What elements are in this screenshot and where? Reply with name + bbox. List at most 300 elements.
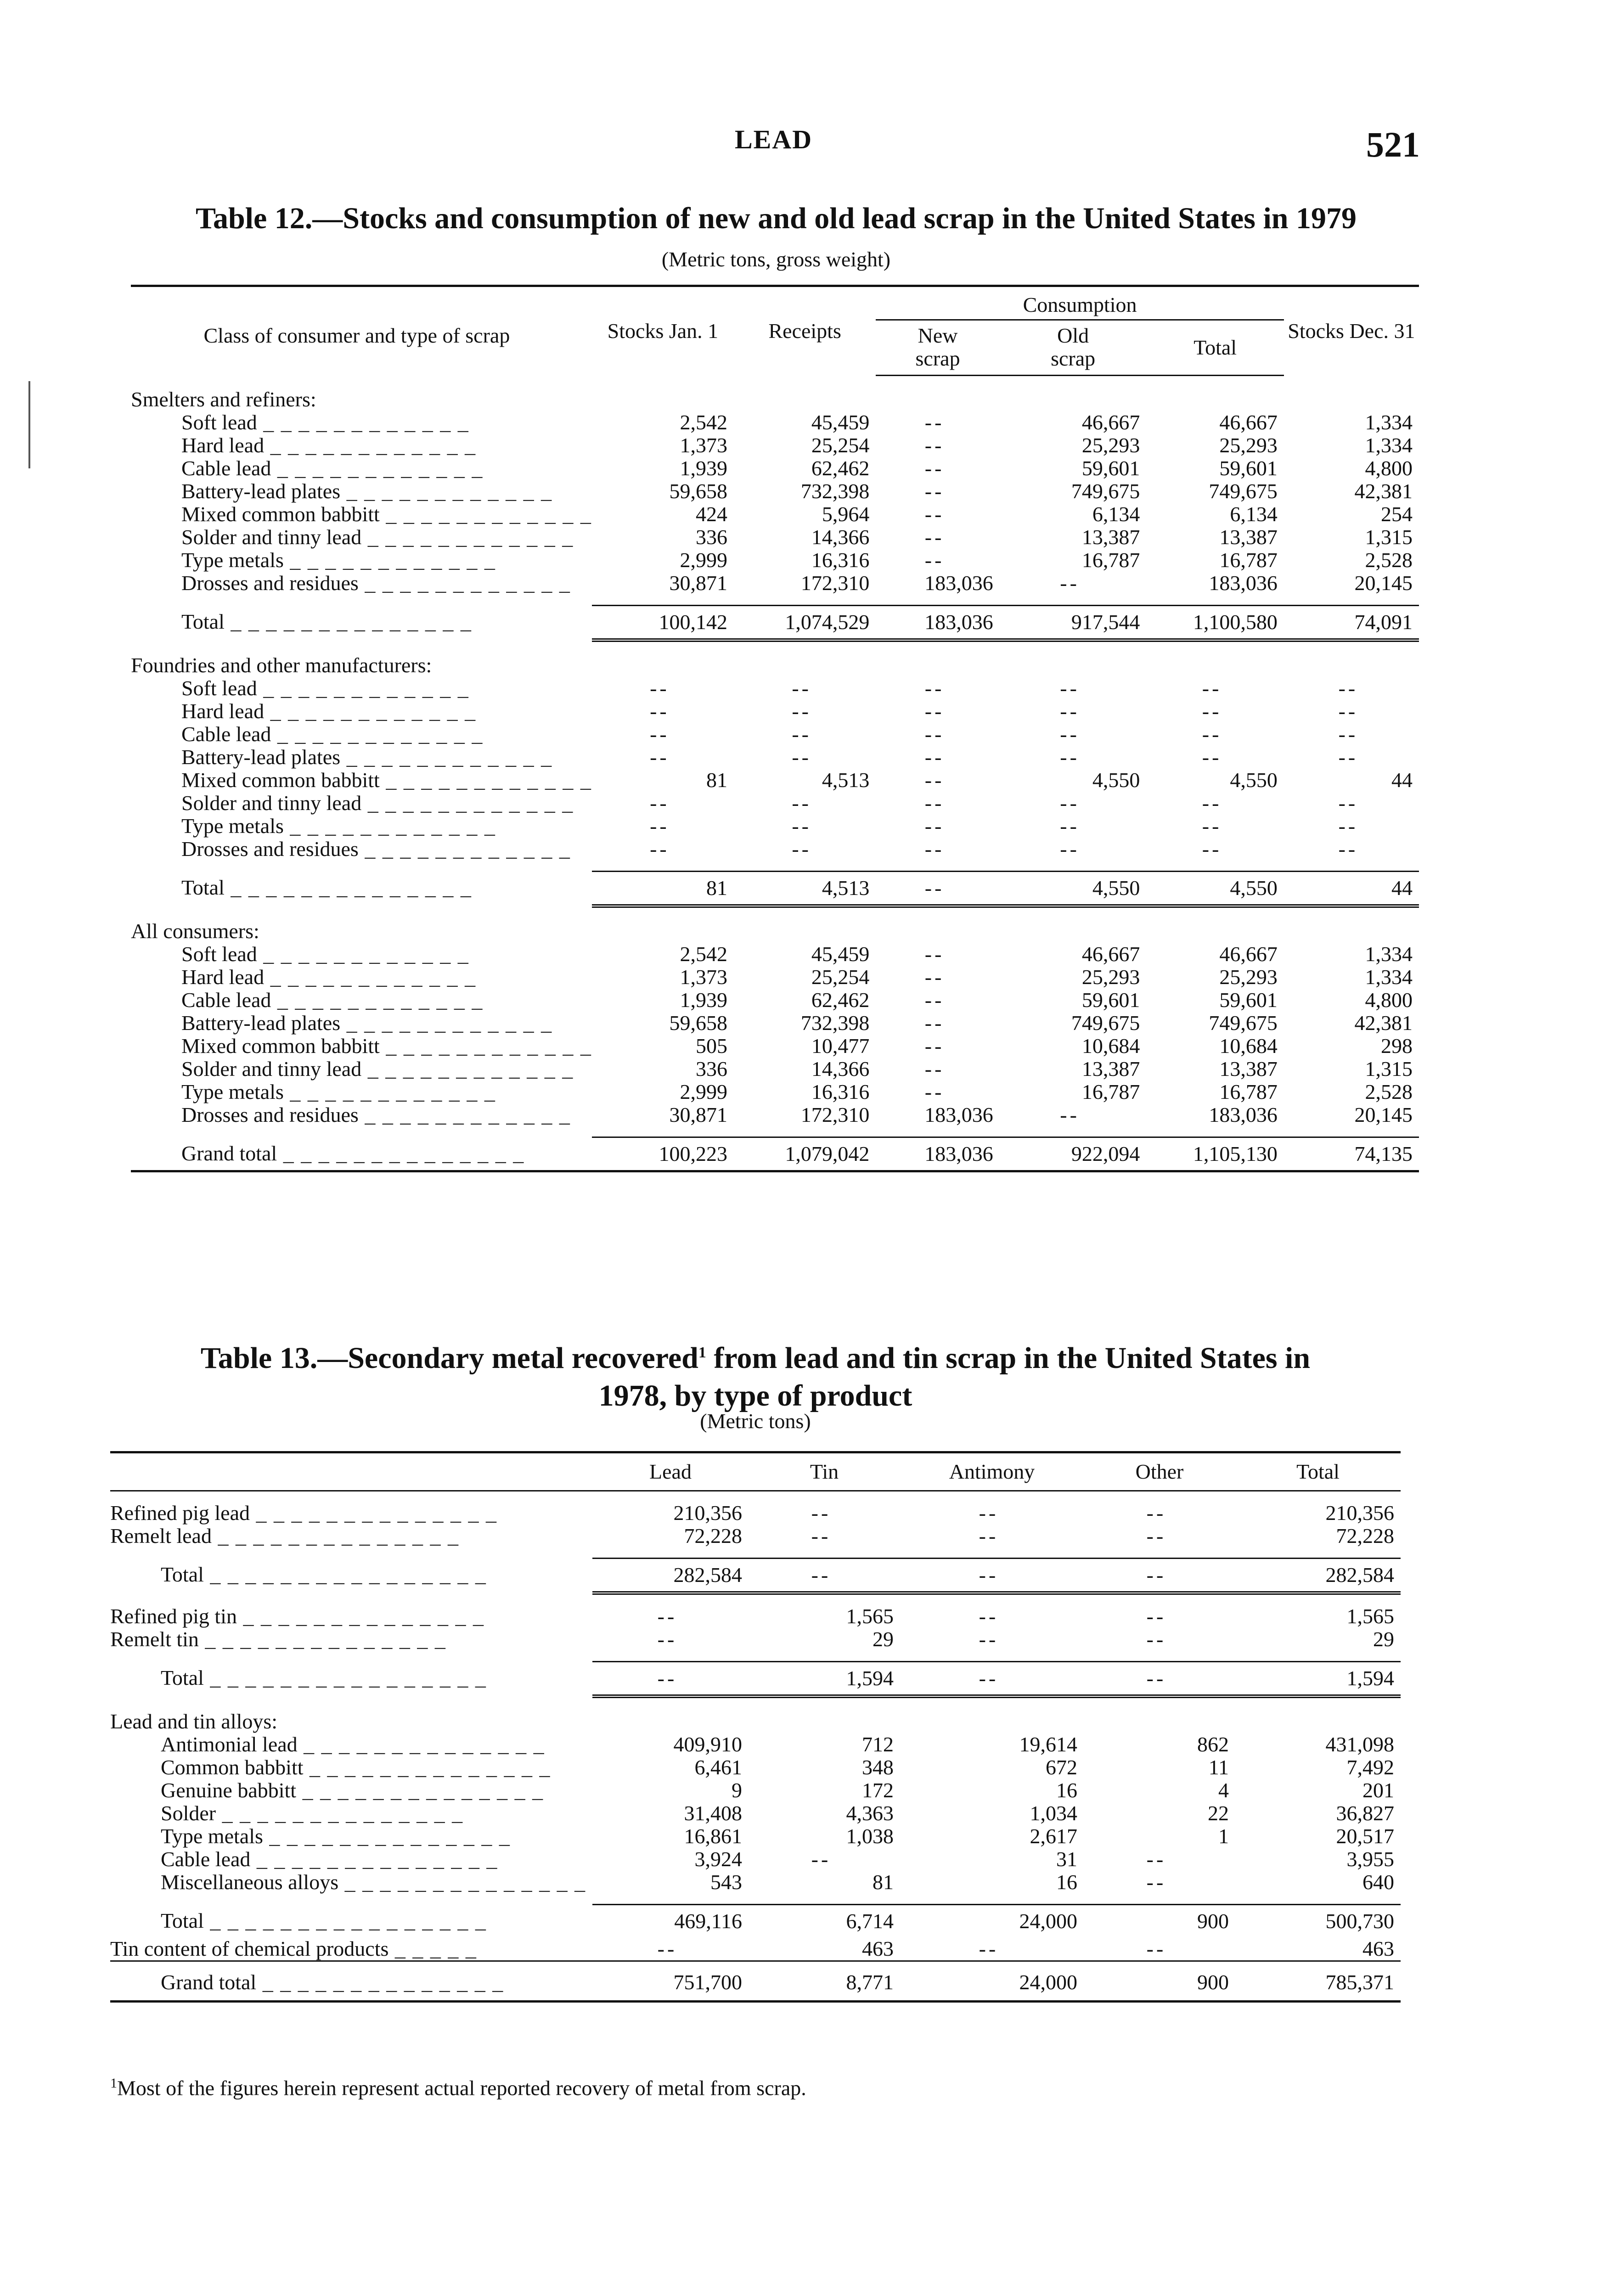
spacer bbox=[1235, 1548, 1401, 1559]
cell-value: 46,667 bbox=[1219, 411, 1278, 434]
footnote bbox=[110, 2076, 806, 2100]
cell-value: 463 bbox=[1362, 1937, 1394, 1960]
rule bbox=[1000, 1171, 1147, 1173]
cell-value: 20,145 bbox=[1354, 1103, 1413, 1126]
cell-value: -- bbox=[1202, 676, 1222, 700]
cell-value: 1,105,130 bbox=[1146, 1137, 1283, 1171]
spacer-row bbox=[110, 1548, 1401, 1559]
row-label: Total _ _ _ _ _ _ _ _ _ _ _ _ _ _ _ _ bbox=[161, 1562, 487, 1586]
cell-value: -- bbox=[792, 837, 811, 861]
table-row bbox=[131, 723, 1419, 746]
cell-value: 1,334 bbox=[1365, 411, 1413, 434]
cell-value: 282,584 bbox=[1235, 1559, 1401, 1593]
table-row bbox=[110, 1756, 1401, 1779]
table12-subtitle: (Metric tons, gross weight) bbox=[661, 248, 891, 271]
cell-value: 900 bbox=[1084, 1905, 1235, 1938]
cell-value: 4,800 bbox=[1365, 456, 1413, 480]
row-label: Drosses and residues _ _ _ _ _ _ _ _ _ _ _ _ bbox=[181, 1103, 571, 1126]
cell-value: 4,550 bbox=[1230, 768, 1278, 792]
spacer bbox=[592, 1548, 749, 1559]
cell-value: -- bbox=[924, 1011, 945, 1035]
cell-value: 74,091 bbox=[1284, 606, 1419, 641]
cell-value: -- bbox=[900, 1559, 1084, 1593]
cell-value: 16 bbox=[1056, 1870, 1077, 1894]
row-label: Antimonial lead _ _ _ _ _ _ _ _ _ _ _ _ _ _ bbox=[161, 1733, 545, 1756]
cell-value: -- bbox=[1338, 791, 1358, 815]
cell-value: 16,787 bbox=[1081, 1080, 1140, 1103]
cell-value: -- bbox=[1338, 699, 1358, 723]
cell-value: 183,036 bbox=[924, 571, 993, 595]
spacer bbox=[592, 1126, 734, 1137]
table13-title-line2: 1978, by type of product bbox=[598, 1379, 912, 1412]
cell-value: 672 bbox=[1046, 1756, 1077, 1779]
cell-value: -- bbox=[749, 1559, 900, 1593]
cell-value: 72,228 bbox=[1336, 1524, 1394, 1548]
spacer bbox=[1235, 1595, 1401, 1605]
cell-value: 732,398 bbox=[800, 1011, 870, 1035]
cell-value: -- bbox=[924, 502, 945, 526]
cell-value: 45,459 bbox=[811, 942, 870, 966]
group-heading: Smelters and refiners: bbox=[131, 388, 316, 411]
spacer bbox=[110, 1595, 592, 1605]
row-label: Type metals _ _ _ _ _ _ _ _ _ _ _ _ bbox=[181, 549, 496, 572]
cell-value: 2,999 bbox=[680, 548, 727, 572]
cell-value: -- bbox=[1146, 1870, 1166, 1894]
cell-value: -- bbox=[650, 745, 670, 769]
spacer bbox=[1146, 1126, 1283, 1137]
cell-value: -- bbox=[1338, 676, 1358, 700]
table-row bbox=[131, 549, 1419, 572]
spacer-row bbox=[110, 1894, 1401, 1905]
cell-value: 8,771 bbox=[749, 1971, 900, 2002]
cell-value: 6,134 bbox=[1230, 502, 1278, 526]
cell-value: 469,116 bbox=[592, 1905, 749, 1938]
t13-col-total-header: Total bbox=[1235, 1452, 1401, 1491]
cell-value: 1,034 bbox=[1030, 1801, 1077, 1825]
t13-col-blank bbox=[110, 1452, 592, 1491]
row-label: Total _ _ _ _ _ _ _ _ _ _ _ _ _ _ bbox=[181, 875, 472, 899]
cell-value: -- bbox=[1202, 814, 1222, 838]
spacer bbox=[131, 595, 592, 606]
total-row bbox=[110, 1662, 1401, 1697]
cell-value: -- bbox=[1060, 791, 1080, 815]
cell-value: -- bbox=[1146, 1627, 1166, 1651]
grand-total-row bbox=[110, 1971, 1401, 2002]
margin-mark bbox=[28, 381, 30, 468]
spacer bbox=[900, 1651, 1084, 1662]
row-label: Hard lead _ _ _ _ _ _ _ _ _ _ _ _ bbox=[181, 966, 477, 989]
cell-value: -- bbox=[792, 676, 811, 700]
spacer bbox=[1284, 1126, 1419, 1137]
row-label: Total _ _ _ _ _ _ _ _ _ _ _ _ _ _ _ _ bbox=[161, 1908, 487, 1932]
cell-value: 11 bbox=[1208, 1756, 1229, 1779]
cell-value: 46,667 bbox=[1219, 942, 1278, 966]
table-row bbox=[131, 746, 1419, 769]
cell-value: 44 bbox=[1391, 768, 1413, 792]
spacer-row bbox=[110, 1595, 1401, 1605]
cell-value: 25,293 bbox=[1219, 965, 1278, 989]
cell-value: 4,513 bbox=[822, 768, 870, 792]
cell-value: -- bbox=[1060, 745, 1080, 769]
spacer bbox=[1084, 1595, 1235, 1605]
cell-value: -- bbox=[1060, 1103, 1080, 1126]
row-label: Cable lead _ _ _ _ _ _ _ _ _ _ _ _ bbox=[181, 457, 484, 480]
total-row bbox=[131, 606, 1419, 641]
spacer bbox=[1084, 1491, 1235, 1502]
spacer bbox=[1146, 861, 1283, 872]
table13-title-part1: Table 13.—Secondary metal recovered bbox=[200, 1341, 698, 1375]
cell-value: -- bbox=[657, 1604, 677, 1628]
table-row bbox=[110, 1525, 1401, 1548]
rule bbox=[1084, 1961, 1235, 1971]
cell-value: 348 bbox=[862, 1756, 894, 1779]
cell-value: 31 bbox=[1056, 1847, 1077, 1871]
footnote-mark: 1 bbox=[110, 2076, 117, 2091]
table-row bbox=[131, 480, 1419, 503]
table-row bbox=[131, 792, 1419, 815]
cell-value: 210,356 bbox=[1325, 1501, 1394, 1525]
rule bbox=[876, 1171, 999, 1173]
row-label: Soft lead _ _ _ _ _ _ _ _ _ _ _ _ bbox=[181, 411, 469, 434]
row-label: Remelt lead _ _ _ _ _ _ _ _ _ _ _ _ _ _ bbox=[110, 1525, 459, 1548]
row-label: Cable lead _ _ _ _ _ _ _ _ _ _ _ _ _ _ bbox=[161, 1848, 498, 1871]
cell-value: 59,658 bbox=[669, 1011, 727, 1035]
cell-value: 29 bbox=[1373, 1627, 1394, 1651]
col-receipts-header: Receipts bbox=[734, 286, 876, 376]
cell-value: 1,315 bbox=[1365, 525, 1413, 549]
row-label: Drosses and residues _ _ _ _ _ _ _ _ _ _ _ _ bbox=[181, 572, 571, 595]
cell-value: 749,675 bbox=[1209, 1011, 1278, 1035]
cell-value: 172 bbox=[862, 1778, 894, 1802]
row-label: Solder and tinny lead _ _ _ _ _ _ _ _ _ _ _ _ bbox=[181, 526, 574, 549]
cell-value: -- bbox=[924, 1080, 945, 1103]
total-row bbox=[131, 1137, 1419, 1171]
cell-value: 543 bbox=[710, 1870, 742, 1894]
cell-value: 6,714 bbox=[749, 1905, 900, 1938]
table-row bbox=[131, 1103, 1419, 1126]
table-row bbox=[110, 1605, 1401, 1628]
rule-row bbox=[131, 1171, 1419, 1173]
rule bbox=[749, 1961, 900, 1971]
cell-value: 59,601 bbox=[1081, 988, 1140, 1012]
cell-value: 59,658 bbox=[669, 479, 727, 503]
total-row bbox=[110, 1905, 1401, 1938]
cell-value: 25,293 bbox=[1081, 965, 1140, 989]
group-heading: Foundries and other manufacturers: bbox=[131, 653, 432, 677]
cell-value: 4 bbox=[1218, 1778, 1229, 1802]
cell-value: 172,310 bbox=[800, 571, 870, 595]
group-heading-row bbox=[131, 642, 1419, 677]
cell-value: 46,667 bbox=[1081, 942, 1140, 966]
row-label: Common babbitt _ _ _ _ _ _ _ _ _ _ _ _ _ _ bbox=[161, 1756, 551, 1779]
spacer bbox=[592, 595, 734, 606]
cell-value: 2,528 bbox=[1365, 548, 1413, 572]
table-row bbox=[110, 1848, 1401, 1871]
row-label: Refined pig tin _ _ _ _ _ _ _ _ _ _ _ _ _ _ bbox=[110, 1605, 484, 1628]
table12 bbox=[131, 285, 1419, 1172]
cell-value: 42,381 bbox=[1354, 1011, 1413, 1035]
spacer bbox=[131, 861, 592, 872]
col-old-scrap-header: Old scrap bbox=[1000, 320, 1147, 376]
row-label: Cable lead _ _ _ _ _ _ _ _ _ _ _ _ bbox=[181, 723, 484, 746]
group-heading: All consumers: bbox=[131, 919, 259, 943]
cell-value: 24,000 bbox=[900, 1971, 1084, 2002]
table-row bbox=[131, 457, 1419, 480]
table-row bbox=[131, 1058, 1419, 1080]
cell-value: -- bbox=[650, 837, 670, 861]
cell-value: 10,477 bbox=[811, 1034, 870, 1058]
cell-value: 424 bbox=[696, 502, 727, 526]
rule bbox=[592, 1171, 734, 1173]
row-label: Refined pig lead _ _ _ _ _ _ _ _ _ _ _ _ _ _ bbox=[110, 1502, 498, 1525]
cell-value: -- bbox=[924, 988, 945, 1012]
cell-value: 210,356 bbox=[673, 1501, 742, 1525]
table-row bbox=[131, 989, 1419, 1012]
table-row bbox=[131, 1080, 1419, 1103]
row-label: Total _ _ _ _ _ _ _ _ _ _ _ _ _ _ _ _ bbox=[161, 1666, 487, 1689]
cell-value: 5,964 bbox=[822, 502, 870, 526]
cell-value: 183,036 bbox=[876, 606, 999, 641]
table13-title-footnote-mark: 1 bbox=[698, 1344, 706, 1361]
cell-value: 4,800 bbox=[1365, 988, 1413, 1012]
cell-value: 100,142 bbox=[592, 606, 734, 641]
table-row bbox=[110, 1937, 1401, 1961]
col-new-scrap-header: New scrap bbox=[876, 320, 999, 376]
table-row bbox=[131, 572, 1419, 595]
spacer bbox=[1235, 1894, 1401, 1905]
cell-value: 22 bbox=[1208, 1801, 1229, 1825]
cell-value: 751,700 bbox=[592, 1971, 749, 2002]
row-label: Type metals _ _ _ _ _ _ _ _ _ _ _ _ bbox=[181, 1080, 496, 1103]
spacer bbox=[749, 1491, 900, 1502]
cell-value: -- bbox=[1146, 1501, 1166, 1525]
cell-value: -- bbox=[1202, 745, 1222, 769]
t13-col-other-header: Other bbox=[1084, 1452, 1235, 1491]
spacer bbox=[110, 1651, 592, 1662]
t13-col-tin-header: Tin bbox=[749, 1452, 900, 1491]
table-row bbox=[131, 677, 1419, 700]
table-row bbox=[110, 1871, 1401, 1894]
cell-value: -- bbox=[792, 814, 811, 838]
cell-value: 14,366 bbox=[811, 1057, 870, 1080]
cell-value: 30,871 bbox=[669, 1103, 727, 1126]
cell-value: 1,939 bbox=[680, 456, 727, 480]
cell-value: 59,601 bbox=[1081, 456, 1140, 480]
cell-value: 31,408 bbox=[684, 1801, 742, 1825]
cell-value: 24,000 bbox=[900, 1905, 1084, 1938]
cell-value: 3,924 bbox=[694, 1847, 742, 1871]
table-row bbox=[131, 503, 1419, 526]
cell-value: -- bbox=[1202, 699, 1222, 723]
table-row bbox=[131, 1012, 1419, 1035]
table13 bbox=[110, 1451, 1401, 2003]
cell-value: 6,461 bbox=[694, 1756, 742, 1779]
cell-value: 13,387 bbox=[1219, 1057, 1278, 1080]
row-label: Grand total _ _ _ _ _ _ _ _ _ _ _ _ _ _ bbox=[181, 1141, 525, 1165]
table-row bbox=[110, 1628, 1401, 1651]
row-label: Mixed common babbitt _ _ _ _ _ _ _ _ _ _ _ _ bbox=[181, 1035, 592, 1058]
cell-value: 46,667 bbox=[1081, 411, 1140, 434]
table-row bbox=[131, 411, 1419, 434]
rule-row bbox=[110, 1961, 1401, 1971]
cell-value: -- bbox=[811, 1524, 831, 1548]
cell-value: 62,462 bbox=[811, 988, 870, 1012]
cell-value: 732,398 bbox=[800, 479, 870, 503]
footnote-text: Most of the figures herein represent actual reported recovery of metal from scrap. bbox=[117, 2076, 806, 2100]
row-label: Battery-lead plates _ _ _ _ _ _ _ _ _ _ _ _ bbox=[181, 480, 553, 503]
cell-value: -- bbox=[650, 722, 670, 746]
cell-value: -- bbox=[811, 1501, 831, 1525]
group-heading-row bbox=[131, 908, 1419, 943]
row-label: Battery-lead plates _ _ _ _ _ _ _ _ _ _ _ _ bbox=[181, 1012, 553, 1035]
cell-value: 183,036 bbox=[1209, 1103, 1278, 1126]
cell-value: 16,787 bbox=[1081, 548, 1140, 572]
cell-value: 45,459 bbox=[811, 411, 870, 434]
cell-value: 19,614 bbox=[1019, 1733, 1077, 1756]
cell-value: 336 bbox=[696, 525, 727, 549]
row-label: Genuine babbitt _ _ _ _ _ _ _ _ _ _ _ _ _ _ bbox=[161, 1779, 544, 1802]
cell-value: -- bbox=[924, 525, 945, 549]
cell-value: -- bbox=[1146, 1604, 1166, 1628]
cell-value: -- bbox=[924, 456, 945, 480]
spacer bbox=[1235, 1651, 1401, 1662]
cell-value: 922,094 bbox=[1000, 1137, 1147, 1171]
row-label: Hard lead _ _ _ _ _ _ _ _ _ _ _ _ bbox=[181, 700, 477, 723]
cell-value: 6,134 bbox=[1092, 502, 1140, 526]
cell-value: 36,827 bbox=[1336, 1801, 1394, 1825]
total-row bbox=[110, 1559, 1401, 1593]
cell-value: 81 bbox=[873, 1870, 894, 1894]
cell-value: 1,315 bbox=[1365, 1057, 1413, 1080]
running-header: LEAD bbox=[735, 124, 813, 154]
cell-value: -- bbox=[1060, 571, 1080, 595]
cell-value: -- bbox=[1338, 722, 1358, 746]
cell-value: -- bbox=[924, 768, 945, 792]
cell-value: -- bbox=[657, 1627, 677, 1651]
cell-value: -- bbox=[924, 1034, 945, 1058]
cell-value: 1,334 bbox=[1365, 433, 1413, 457]
cell-value: -- bbox=[979, 1501, 999, 1525]
cell-value: 282,584 bbox=[592, 1559, 749, 1593]
cell-value: -- bbox=[924, 942, 945, 966]
cell-value: 81 bbox=[592, 872, 734, 906]
cell-value: 1,565 bbox=[846, 1604, 894, 1628]
spacer bbox=[1000, 1126, 1147, 1137]
cell-value: 81 bbox=[706, 768, 727, 792]
table-row bbox=[131, 526, 1419, 549]
spacer bbox=[1084, 1651, 1235, 1662]
cell-value: -- bbox=[924, 791, 945, 815]
spacer bbox=[900, 1595, 1084, 1605]
cell-value: 16,787 bbox=[1219, 1080, 1278, 1103]
row-label: Miscellaneous alloys _ _ _ _ _ _ _ _ _ _ _ _ _ _ bbox=[161, 1871, 586, 1894]
cell-value: 505 bbox=[696, 1034, 727, 1058]
cell-value: 16,787 bbox=[1219, 548, 1278, 572]
cell-value: 25,254 bbox=[811, 433, 870, 457]
cell-value: 4,550 bbox=[1000, 872, 1147, 906]
row-label: Solder and tinny lead _ _ _ _ _ _ _ _ _ _ _ _ bbox=[181, 1058, 574, 1080]
cell-value: 14,366 bbox=[811, 525, 870, 549]
rule bbox=[1284, 1171, 1419, 1173]
table-row bbox=[131, 966, 1419, 989]
spacer bbox=[592, 861, 734, 872]
cell-value: 183,036 bbox=[1209, 571, 1278, 595]
col-total-header: Total bbox=[1146, 320, 1283, 376]
cell-value: 62,462 bbox=[811, 456, 870, 480]
rule bbox=[1146, 1171, 1283, 1173]
cell-value: -- bbox=[1060, 722, 1080, 746]
cell-value: 2,528 bbox=[1365, 1080, 1413, 1103]
spacer bbox=[900, 1548, 1084, 1559]
table13-title bbox=[110, 1334, 1401, 1415]
cell-value: 749,675 bbox=[1071, 1011, 1140, 1035]
cell-value: 431,098 bbox=[1325, 1733, 1394, 1756]
col-stocks-jan-header: Stocks Jan. 1 bbox=[592, 286, 734, 376]
cell-value: -- bbox=[924, 676, 945, 700]
cell-value: 2,999 bbox=[680, 1080, 727, 1103]
spacer bbox=[1084, 1894, 1235, 1905]
col-class-header: Class of consumer and type of scrap bbox=[131, 286, 592, 376]
spacer bbox=[900, 1894, 1084, 1905]
cell-value: -- bbox=[979, 1604, 999, 1628]
cell-value: -- bbox=[1146, 1937, 1166, 1960]
spacer bbox=[749, 1651, 900, 1662]
cell-value: 13,387 bbox=[1081, 1057, 1140, 1080]
cell-value: 25,293 bbox=[1081, 433, 1140, 457]
cell-value: 20,145 bbox=[1354, 571, 1413, 595]
cell-value: 1,939 bbox=[680, 988, 727, 1012]
cell-value: 42,381 bbox=[1354, 479, 1413, 503]
cell-value: 72,228 bbox=[684, 1524, 742, 1548]
cell-value: -- bbox=[650, 814, 670, 838]
cell-value: 7,492 bbox=[1346, 1756, 1394, 1779]
cell-value: -- bbox=[924, 411, 945, 434]
cell-value: 4,363 bbox=[846, 1801, 894, 1825]
cell-value: -- bbox=[1060, 699, 1080, 723]
cell-value: -- bbox=[1202, 791, 1222, 815]
row-label: Tin content of chemical products _ _ _ _ _ bbox=[110, 1937, 477, 1960]
cell-value: 74,135 bbox=[1284, 1137, 1419, 1171]
spacer bbox=[734, 595, 876, 606]
table-row bbox=[110, 1779, 1401, 1802]
cell-value: -- bbox=[979, 1524, 999, 1548]
spacer-row bbox=[131, 861, 1419, 872]
spacer bbox=[1000, 595, 1147, 606]
table13-title-part2: from lead and tin scrap in the United States in bbox=[706, 1341, 1311, 1375]
spacer bbox=[734, 861, 876, 872]
cell-value: 463 bbox=[862, 1937, 894, 1960]
spacer bbox=[592, 1894, 749, 1905]
spacer bbox=[876, 1126, 999, 1137]
cell-value: 749,675 bbox=[1209, 479, 1278, 503]
spacer bbox=[1146, 595, 1283, 606]
table12-title: Table 12.—Stocks and consumption of new and old lead scrap in the United States in 1979 bbox=[196, 202, 1357, 235]
cell-value: 59,601 bbox=[1219, 988, 1278, 1012]
rule bbox=[900, 1961, 1084, 1971]
row-label: Battery-lead plates _ _ _ _ _ _ _ _ _ _ _ _ bbox=[181, 746, 553, 769]
spacer bbox=[592, 1491, 749, 1502]
cell-value: 59,601 bbox=[1219, 456, 1278, 480]
cell-value: 16 bbox=[1056, 1778, 1077, 1802]
cell-value: 1,079,042 bbox=[734, 1137, 876, 1171]
cell-value: -- bbox=[1084, 1559, 1235, 1593]
cell-value: -- bbox=[924, 965, 945, 989]
cell-value: 1,373 bbox=[680, 965, 727, 989]
cell-value: -- bbox=[650, 699, 670, 723]
spacer bbox=[1000, 861, 1147, 872]
cell-value: -- bbox=[811, 1847, 831, 1871]
row-label: Remelt tin _ _ _ _ _ _ _ _ _ _ _ _ _ _ bbox=[110, 1628, 446, 1651]
